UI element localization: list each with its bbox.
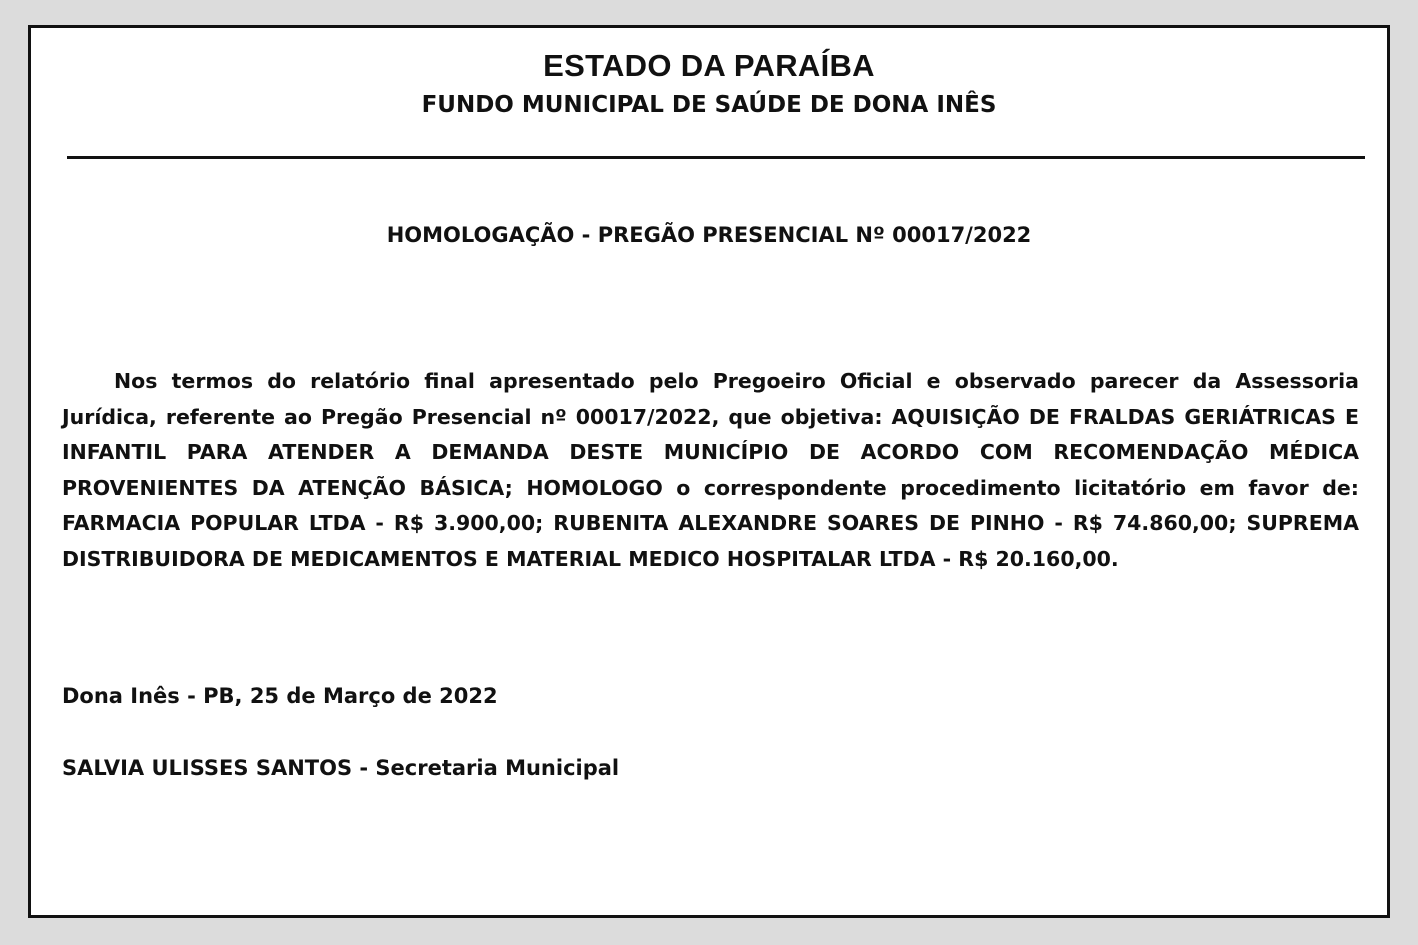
document-page	[28, 25, 1390, 918]
signature-line: SALVIA ULISSES SANTOS - Secretaria Municipal	[62, 756, 620, 780]
document-title: HOMOLOGAÇÃO - PREGÃO PRESENCIAL Nº 00017/2022	[386, 223, 1032, 247]
date-place-line: Dona Inês - PB, 25 de Março de 2022	[62, 684, 498, 708]
document-body: Nos termos do relatório final apresentado pelo Pregoeiro Oficial e observado parecer da Assessoria Jurídica, referente ao Pregão Presencial nº 00017/2022, que objetiva: AQUISIÇÃO DE FRALDAS GERIÁTRICAS E INFANTIL PARA ATENDER A DEMANDA DESTE MUNICÍPIO DE ACORDO COM RECOMENDAÇÃO MÉDICA PROVENIENTES DA ATENÇÃO BÁSICA; HOMOLOGO o correspondente procedimento licitatório em favor de: FARMACIA POPULAR LTDA - R$ 3.900,00; RUBENITA ALEXANDRE SOARES DE PINHO - R$ 74.860,00; SUPREMA DISTRIBUIDORA DE MEDICAMENTOS E MATERIAL MEDICO HOSPITALAR LTDA - R$ 20.160,00.	[62, 369, 1359, 571]
header-divider	[67, 156, 1365, 159]
header-state-title: ESTADO DA PARAÍBA	[543, 48, 875, 83]
header-entity-name: FUNDO MUNICIPAL DE SAÚDE DE DONA INÊS	[421, 92, 997, 118]
